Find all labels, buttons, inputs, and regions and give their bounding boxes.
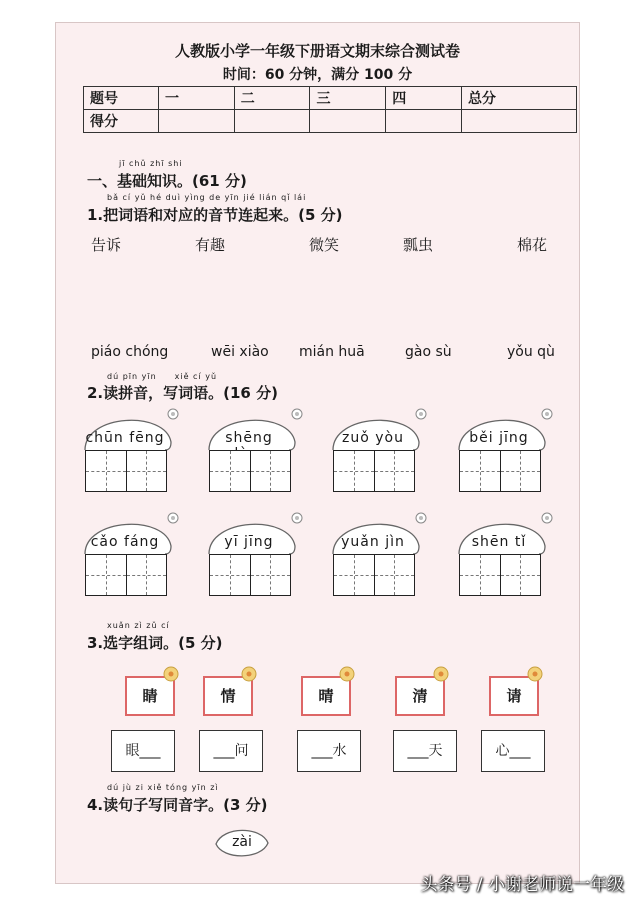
hat-writing-item — [79, 404, 181, 498]
test-paper — [55, 22, 580, 884]
hat-writing-item — [327, 508, 429, 602]
q2-pinyin: dú pīn yīn xiě cí yǔ — [107, 372, 218, 381]
hat-icon — [79, 404, 181, 454]
q1-pinyin: bǎ cí yǔ hé duì yìng de yīn jié lián qǐ lái — [107, 193, 307, 202]
q1-pinyin-option[interactable]: mián huā — [299, 344, 365, 360]
leaf-pinyin: zài — [232, 834, 252, 850]
word-blank-box[interactable] — [199, 730, 263, 772]
grid-cell[interactable] — [375, 555, 415, 595]
leaf-card — [213, 824, 271, 862]
score-cell: 总分 — [461, 87, 576, 110]
char-option-card[interactable] — [489, 676, 539, 716]
flower-icon — [429, 665, 453, 683]
grid-cell[interactable] — [210, 451, 251, 491]
grid-cell[interactable] — [460, 451, 501, 491]
score-cell: 四 — [386, 87, 462, 110]
score-cell: 三 — [310, 87, 386, 110]
writing-grid[interactable] — [209, 450, 291, 492]
flower-icon — [335, 665, 359, 683]
grid-cell[interactable] — [501, 451, 541, 491]
score-table-score-row — [84, 110, 577, 133]
char-option-card[interactable] — [203, 676, 253, 716]
char-option-card[interactable] — [395, 676, 445, 716]
q1-word[interactable]: 告诉 — [91, 236, 122, 254]
q2-heading: dú pīn yīn xiě cí yǔ 2.读拼音，写词语。(16 分) — [87, 372, 278, 402]
hat-pinyin: zuǒ yòu — [342, 430, 404, 446]
word-blank-box[interactable] — [481, 730, 545, 772]
hat-icon — [79, 508, 181, 558]
char-option-text: 清 — [412, 687, 428, 705]
hat-pinyin: shēn tǐ — [471, 534, 527, 550]
q1-pinyin-option[interactable]: gào sù — [405, 344, 452, 360]
hat-writing-item — [203, 508, 305, 602]
word-blank-text: 心___ — [495, 743, 531, 759]
watermark: 头条号 / 小谢老师说一年级 — [420, 875, 624, 895]
writing-grid[interactable] — [333, 450, 415, 492]
q1-word[interactable]: 有趣 — [195, 236, 226, 254]
grid-cell[interactable] — [86, 451, 127, 491]
char-option-card[interactable] — [301, 676, 351, 716]
q1-word[interactable]: 瓢虫 — [403, 236, 434, 254]
q1-pinyin-option[interactable]: yǒu qù — [507, 344, 555, 360]
word-blank-text: 眼___ — [125, 743, 161, 759]
grid-cell[interactable] — [334, 451, 375, 491]
hat-pinyin: cǎo fáng — [90, 534, 160, 550]
word-blank-box[interactable] — [393, 730, 457, 772]
hat-pinyin: shēng — [225, 430, 273, 446]
hat-icon — [453, 404, 555, 454]
hat-pinyin: yī jīng — [224, 534, 274, 550]
hat-writing-item — [453, 508, 555, 602]
score-input-cell[interactable] — [234, 110, 310, 133]
grid-cell[interactable] — [251, 451, 291, 491]
q3-heading: xuǎn zì zǔ cí 3.选字组词。(5 分) — [87, 621, 223, 652]
writing-grid[interactable] — [459, 450, 541, 492]
score-cell: 二 — [234, 87, 310, 110]
hat-icon — [453, 508, 555, 558]
q3-pinyin: xuǎn zì zǔ cí — [107, 621, 170, 630]
q1-pinyin-option[interactable]: wēi xiào — [211, 344, 269, 360]
q4-pinyin: dú jù zi xiě tóng yīn zì — [107, 783, 219, 792]
hat-pinyin: běi jīng — [469, 430, 529, 446]
q1-heading: bǎ cí yǔ hé duì yìng de yīn jié lián qǐ lái 1.把词语和对应的音节连起来。(5 分) — [87, 193, 343, 224]
paper-subtitle: 时间：60 分钟，满分 100 分 — [222, 67, 413, 83]
q1-word[interactable]: 棉花 — [517, 236, 548, 254]
word-blank-box[interactable] — [111, 730, 175, 772]
grid-cell[interactable] — [375, 451, 415, 491]
score-input-cell[interactable] — [461, 110, 576, 133]
char-option-text: 情 — [220, 687, 236, 705]
writing-grid[interactable] — [333, 554, 415, 596]
score-row-label: 得分 — [84, 110, 159, 133]
hat-pinyin: yuǎn jìn — [341, 534, 405, 550]
hat-pinyin: chūn fēng — [85, 430, 165, 446]
char-option-text: 请 — [506, 687, 522, 705]
hat-writing-item — [453, 404, 555, 498]
score-input-cell[interactable] — [386, 110, 462, 133]
score-cell: 一 — [159, 87, 235, 110]
hat-icon — [327, 404, 429, 454]
hat-icon — [327, 508, 429, 558]
hat-writing-item — [327, 404, 429, 498]
word-blank-text: ___水 — [311, 743, 347, 759]
score-table-header-row — [84, 87, 577, 110]
writing-grid[interactable] — [209, 554, 291, 596]
char-option-card[interactable] — [125, 676, 175, 716]
word-blank-text: ___天 — [407, 743, 443, 759]
score-input-cell[interactable] — [159, 110, 235, 133]
q1-word[interactable]: 微笑 — [309, 236, 340, 254]
grid-cell[interactable] — [127, 555, 167, 595]
char-option-text: 睛 — [142, 687, 158, 705]
section1-heading: jī chǔ zhī shi 一、基础知识。(61 分) — [87, 159, 247, 190]
hat-writing-item — [79, 508, 181, 602]
word-blank-box[interactable] — [297, 730, 361, 772]
score-cell: 题号 — [84, 87, 159, 110]
char-option-text: 晴 — [318, 687, 334, 705]
writing-grid[interactable] — [85, 450, 167, 492]
score-table — [83, 86, 577, 133]
writing-grid[interactable] — [459, 554, 541, 596]
score-input-cell[interactable] — [310, 110, 386, 133]
grid-cell[interactable] — [210, 555, 251, 595]
grid-cell[interactable] — [251, 555, 291, 595]
flower-icon — [159, 665, 183, 683]
hat-icon — [203, 508, 305, 558]
grid-cell[interactable] — [127, 451, 167, 491]
section1-pinyin: jī chǔ zhī shi — [119, 159, 183, 168]
flower-icon — [523, 665, 547, 683]
q1-pinyin-option[interactable]: piáo chóng — [91, 344, 169, 360]
q4-heading: dú jù zi xiě tóng yīn zì 4.读句子写同音字。(3 分) — [87, 783, 268, 814]
paper-title: 人教版小学一年级下册语文期末综合测试卷 — [174, 42, 460, 60]
grid-cell[interactable] — [334, 555, 375, 595]
grid-cell[interactable] — [460, 555, 501, 595]
grid-cell[interactable] — [501, 555, 541, 595]
flower-icon — [237, 665, 261, 683]
word-blank-text: ___问 — [213, 743, 249, 759]
grid-cell[interactable] — [86, 555, 127, 595]
hat-writing-item — [203, 404, 305, 498]
writing-grid[interactable] — [85, 554, 167, 596]
